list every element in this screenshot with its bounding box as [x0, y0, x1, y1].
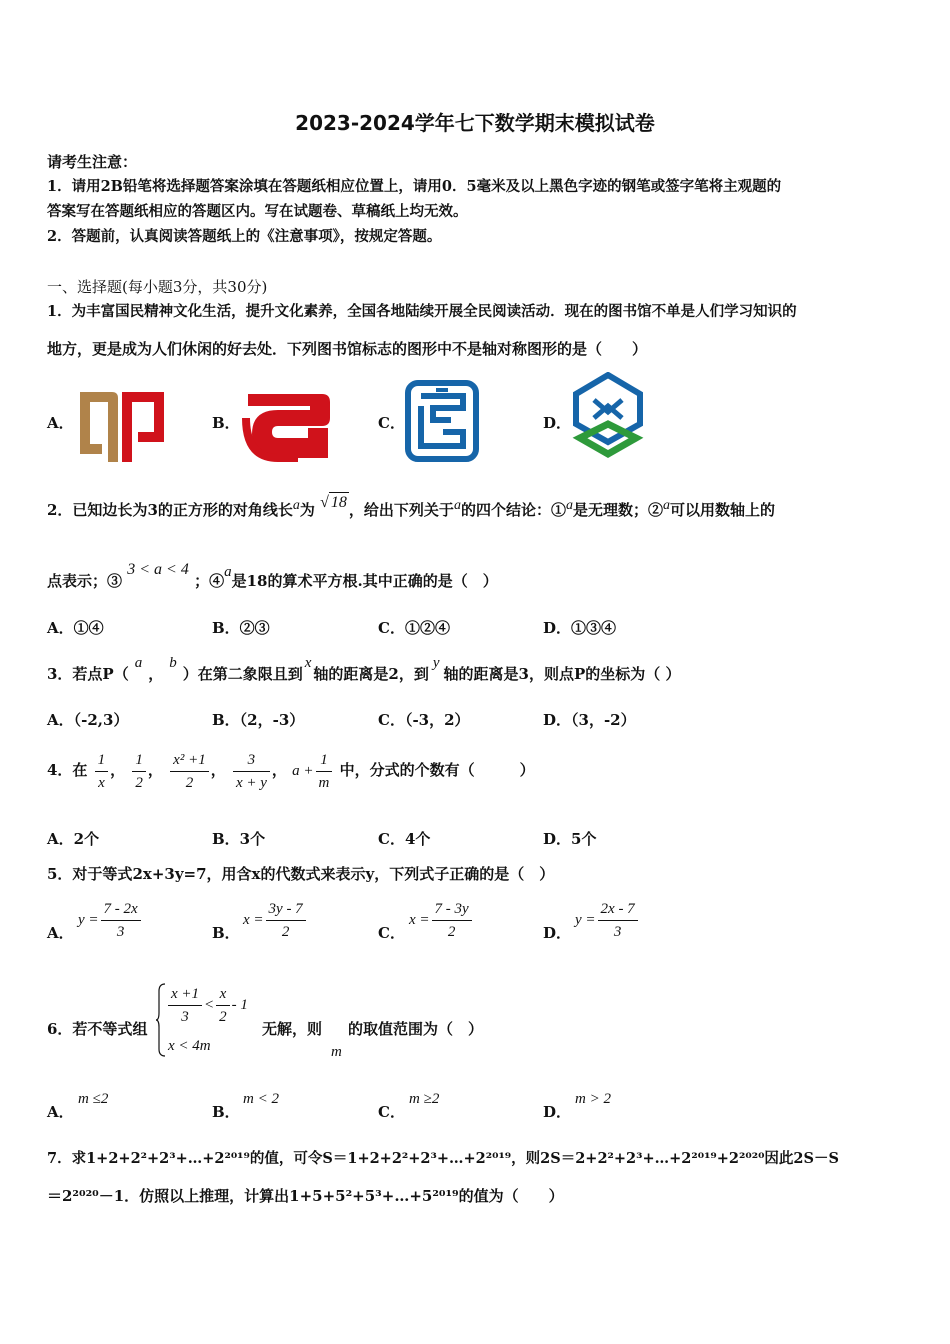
q6-option-a: m ≤2: [78, 1091, 109, 1107]
q6-lt: <: [204, 997, 215, 1013]
q6-r1a-den: 3: [181, 1009, 189, 1026]
q5-b-fraction: [266, 898, 306, 943]
notice-line-1: 1．请用2B铅笔将选择题答案涂填在答题纸相应位置上，请用0．5毫米及以上黑色字迹的钢笔或签字笔将主观题的: [47, 178, 782, 195]
notice-line-2: 2．答题前，认真阅读答题纸上的《注意事项》，按规定答题。: [47, 228, 442, 245]
q5-b-den: 2: [281, 924, 290, 941]
q5-c-fraction: [432, 898, 472, 943]
q5-a-num: 7 - 2x: [101, 898, 141, 921]
q3-text-2: ）在第二象限且到: [182, 665, 303, 683]
q6-r1-fraction-a: [168, 983, 202, 1028]
q4-text-2: 中，分式的个数有（ ）: [339, 761, 535, 779]
q4-fraction-3: [170, 749, 209, 794]
q1-line-2: 地方，更是成为人们休闲的好去处．下列图书馆标志的图形中不是轴对称图形的是（ ）: [47, 340, 648, 358]
q6-text-1: 6．若不等式组: [47, 1020, 148, 1038]
q1-option-a-label: A．: [47, 414, 74, 432]
q5-option-c-label: C．: [378, 924, 405, 942]
q5-c-lhs: x =: [409, 912, 430, 928]
red-swirl-logo-icon: [238, 388, 332, 464]
q6-brace: [156, 983, 166, 1057]
q4-f5-den: m: [318, 774, 330, 791]
q4-option-a: A．2个: [47, 830, 100, 848]
book-logo-icon: [78, 388, 166, 464]
q5-c-num: 7 - 3y: [432, 898, 472, 921]
q4-option-d: D．5个: [543, 830, 597, 848]
q2-text-2: 为: [299, 501, 315, 519]
q2-var-a-3: a: [565, 498, 573, 513]
q5-option-d-label: D．: [543, 924, 572, 942]
q2-line-1: [47, 496, 775, 521]
q4-option-c: C．4个: [378, 830, 431, 848]
section-heading: 一、选择题(每小题3分，共30分): [47, 278, 268, 296]
q4-f5-prefix: a +: [292, 763, 314, 779]
q2-option-d: D．①③④: [543, 619, 617, 637]
q3-text-3: 轴的距离是2，到: [313, 665, 429, 683]
q2-option-a: A．①④: [47, 619, 104, 637]
q2-text-1: 2．已知边长为3的正方形的对角线长: [47, 501, 293, 519]
q5-option-d-expr: [575, 896, 640, 944]
q6-option-d-label: D．: [543, 1103, 572, 1121]
notice-heading: 请考生注意：: [47, 153, 138, 171]
q4-sep-1: ，: [110, 761, 126, 779]
q4-fraction-2: [132, 749, 146, 794]
q2-text-4: 的四个结论：①: [460, 501, 566, 519]
q3-text-1: 3．若点P（: [47, 665, 129, 683]
q5-option-a-label: A．: [47, 924, 74, 942]
q5-c-den: 2: [447, 924, 456, 941]
q4-f2-den: 2: [135, 774, 143, 791]
q3-var-a: a: [134, 655, 143, 671]
q6-r1a-num: x +1: [168, 983, 202, 1006]
green-diamond-logo-icon: [572, 372, 644, 460]
q2-text-6: 可以用数轴上的: [669, 501, 775, 519]
q6-row-2: x < 4m: [168, 1038, 211, 1054]
q5-d-den: 3: [613, 924, 622, 941]
q4-fraction-4: [233, 749, 270, 794]
q3-text-4: 轴的距离是3，则点P的坐标为（ ）: [443, 665, 681, 683]
q2-option-b: B．②③: [212, 619, 270, 637]
q5-question: 5．对于等式2x+3y=7，用含x的代数式来表示y，下列式子正确的是（ ）: [47, 865, 555, 883]
q2-var-a-2: a: [453, 498, 461, 513]
q3-line: [47, 655, 681, 685]
q4-f1-num: 1: [95, 749, 109, 772]
q5-a-lhs: y =: [78, 912, 99, 928]
q6-option-c-label: C．: [378, 1103, 405, 1121]
q7-line-2: ＝2²⁰²⁰－1．仿照以上推理，计算出1+5+5²+5³+…+5²⁰¹⁹的值为（ ）: [47, 1187, 564, 1205]
q3-option-b: B．（2，-3）: [212, 711, 305, 729]
q2-option-c: C．①②④: [378, 619, 450, 637]
q3-var-y: y: [432, 655, 440, 671]
q5-d-num: 2x - 7: [598, 898, 638, 921]
q6-text-2: 无解，则: [262, 1020, 323, 1038]
q5-b-num: 3y - 7: [266, 898, 306, 921]
q3-var-x: x: [304, 655, 312, 671]
q4-text-1: 4．在: [47, 761, 88, 779]
q3-comma: ，: [148, 665, 164, 683]
q5-a-fraction: [101, 898, 141, 943]
q5-option-c-expr: [409, 896, 474, 944]
q4-f3-den: 2: [185, 774, 194, 791]
q4-f2-num: 1: [132, 749, 146, 772]
q6-r1b-den: 2: [219, 1009, 227, 1026]
q5-b-lhs: x =: [243, 912, 264, 928]
q1-line-1: 1．为丰富国民精神文化生活，提升文化素养，全国各地陆续开展全民阅读活动．现在的图书馆不单是人们学习知识的: [47, 303, 797, 320]
q4-line: [47, 746, 535, 794]
q6-var-m: m: [331, 1044, 342, 1060]
q3-var-b: b: [169, 655, 177, 671]
q1-option-b-label: B．: [212, 414, 240, 432]
q6-option-c: m ≥2: [409, 1091, 440, 1107]
q2-sqrt: √ 18: [320, 494, 347, 511]
q4-sep-4: ，: [271, 761, 287, 779]
q3-option-a: A．（-2,3）: [47, 711, 129, 729]
q2-inequality: 3 < a < 4: [127, 561, 189, 578]
q6-r1c: - 1: [231, 997, 248, 1013]
q5-d-fraction: [598, 898, 638, 943]
q4-sep-2: ，: [147, 761, 163, 779]
q4-f1-den: x: [98, 774, 105, 791]
q2-text-5: 是无理数；②: [572, 501, 663, 519]
q2-text-3: ，给出下列关于: [348, 501, 454, 519]
q2-text-8: ；④: [194, 572, 225, 590]
q7-line-1: 7．求1+2+2²+2³+…+2²⁰¹⁹的值，可令S＝1+2+2²+2³+…+2²⁰¹⁹，则2S＝2+2²+2³+…+2²⁰¹⁹+2²⁰²⁰因此2S－S: [47, 1150, 839, 1167]
q4-fraction-5: [316, 749, 333, 794]
notice-line-1b: 答案写在答题纸相应的答题区内。写在试题卷、草稿纸上均无效。: [47, 203, 468, 220]
q6-option-b-label: B．: [212, 1103, 240, 1121]
q5-option-b-label: B．: [212, 924, 240, 942]
q5-option-a-expr: [78, 896, 143, 944]
q3-option-d: D．（3，-2）: [543, 711, 636, 729]
q4-f4-num: 3: [233, 749, 270, 772]
q2-var-a-4: a: [662, 498, 670, 513]
q4-f5-num: 1: [316, 749, 333, 772]
q2-var-a-5: a: [224, 564, 232, 580]
q6-option-d: m > 2: [575, 1091, 611, 1107]
q4-fraction-1: [95, 749, 109, 794]
q2-line-2: [47, 561, 498, 592]
q3-option-c: C．（-3，2）: [378, 711, 470, 729]
q1-option-c-label: C．: [378, 414, 405, 432]
q6-row-1: [166, 983, 248, 1028]
q6-r1-fraction-b: [216, 983, 230, 1028]
q6-text-3: 的取值范围为（ ）: [348, 1020, 484, 1038]
q4-option-b: B．3个: [212, 830, 266, 848]
blue-maze-logo-icon: [405, 380, 479, 462]
q1-option-d-label: D．: [543, 414, 572, 432]
q4-f4-den: x + y: [235, 774, 267, 791]
q5-option-b-expr: [243, 896, 308, 944]
q4-f3-num: x² +1: [170, 749, 209, 772]
page-title: 2023-2024学年七下数学期末模拟试卷: [295, 111, 655, 135]
q6-r1b-num: x: [216, 983, 230, 1006]
q5-d-lhs: y =: [575, 912, 596, 928]
q6-option-a-label: A．: [47, 1103, 74, 1121]
q2-var-a: a: [292, 498, 300, 513]
q2-sqrt-value: 18: [330, 494, 347, 511]
q5-a-den: 3: [116, 924, 125, 941]
q2-text-9: 是18的算术平方根.其中正确的是（ ）: [231, 572, 498, 590]
q6-option-b: m < 2: [243, 1091, 279, 1107]
q2-text-7: 点表示；③: [47, 572, 123, 590]
q4-sep-3: ，: [210, 761, 226, 779]
